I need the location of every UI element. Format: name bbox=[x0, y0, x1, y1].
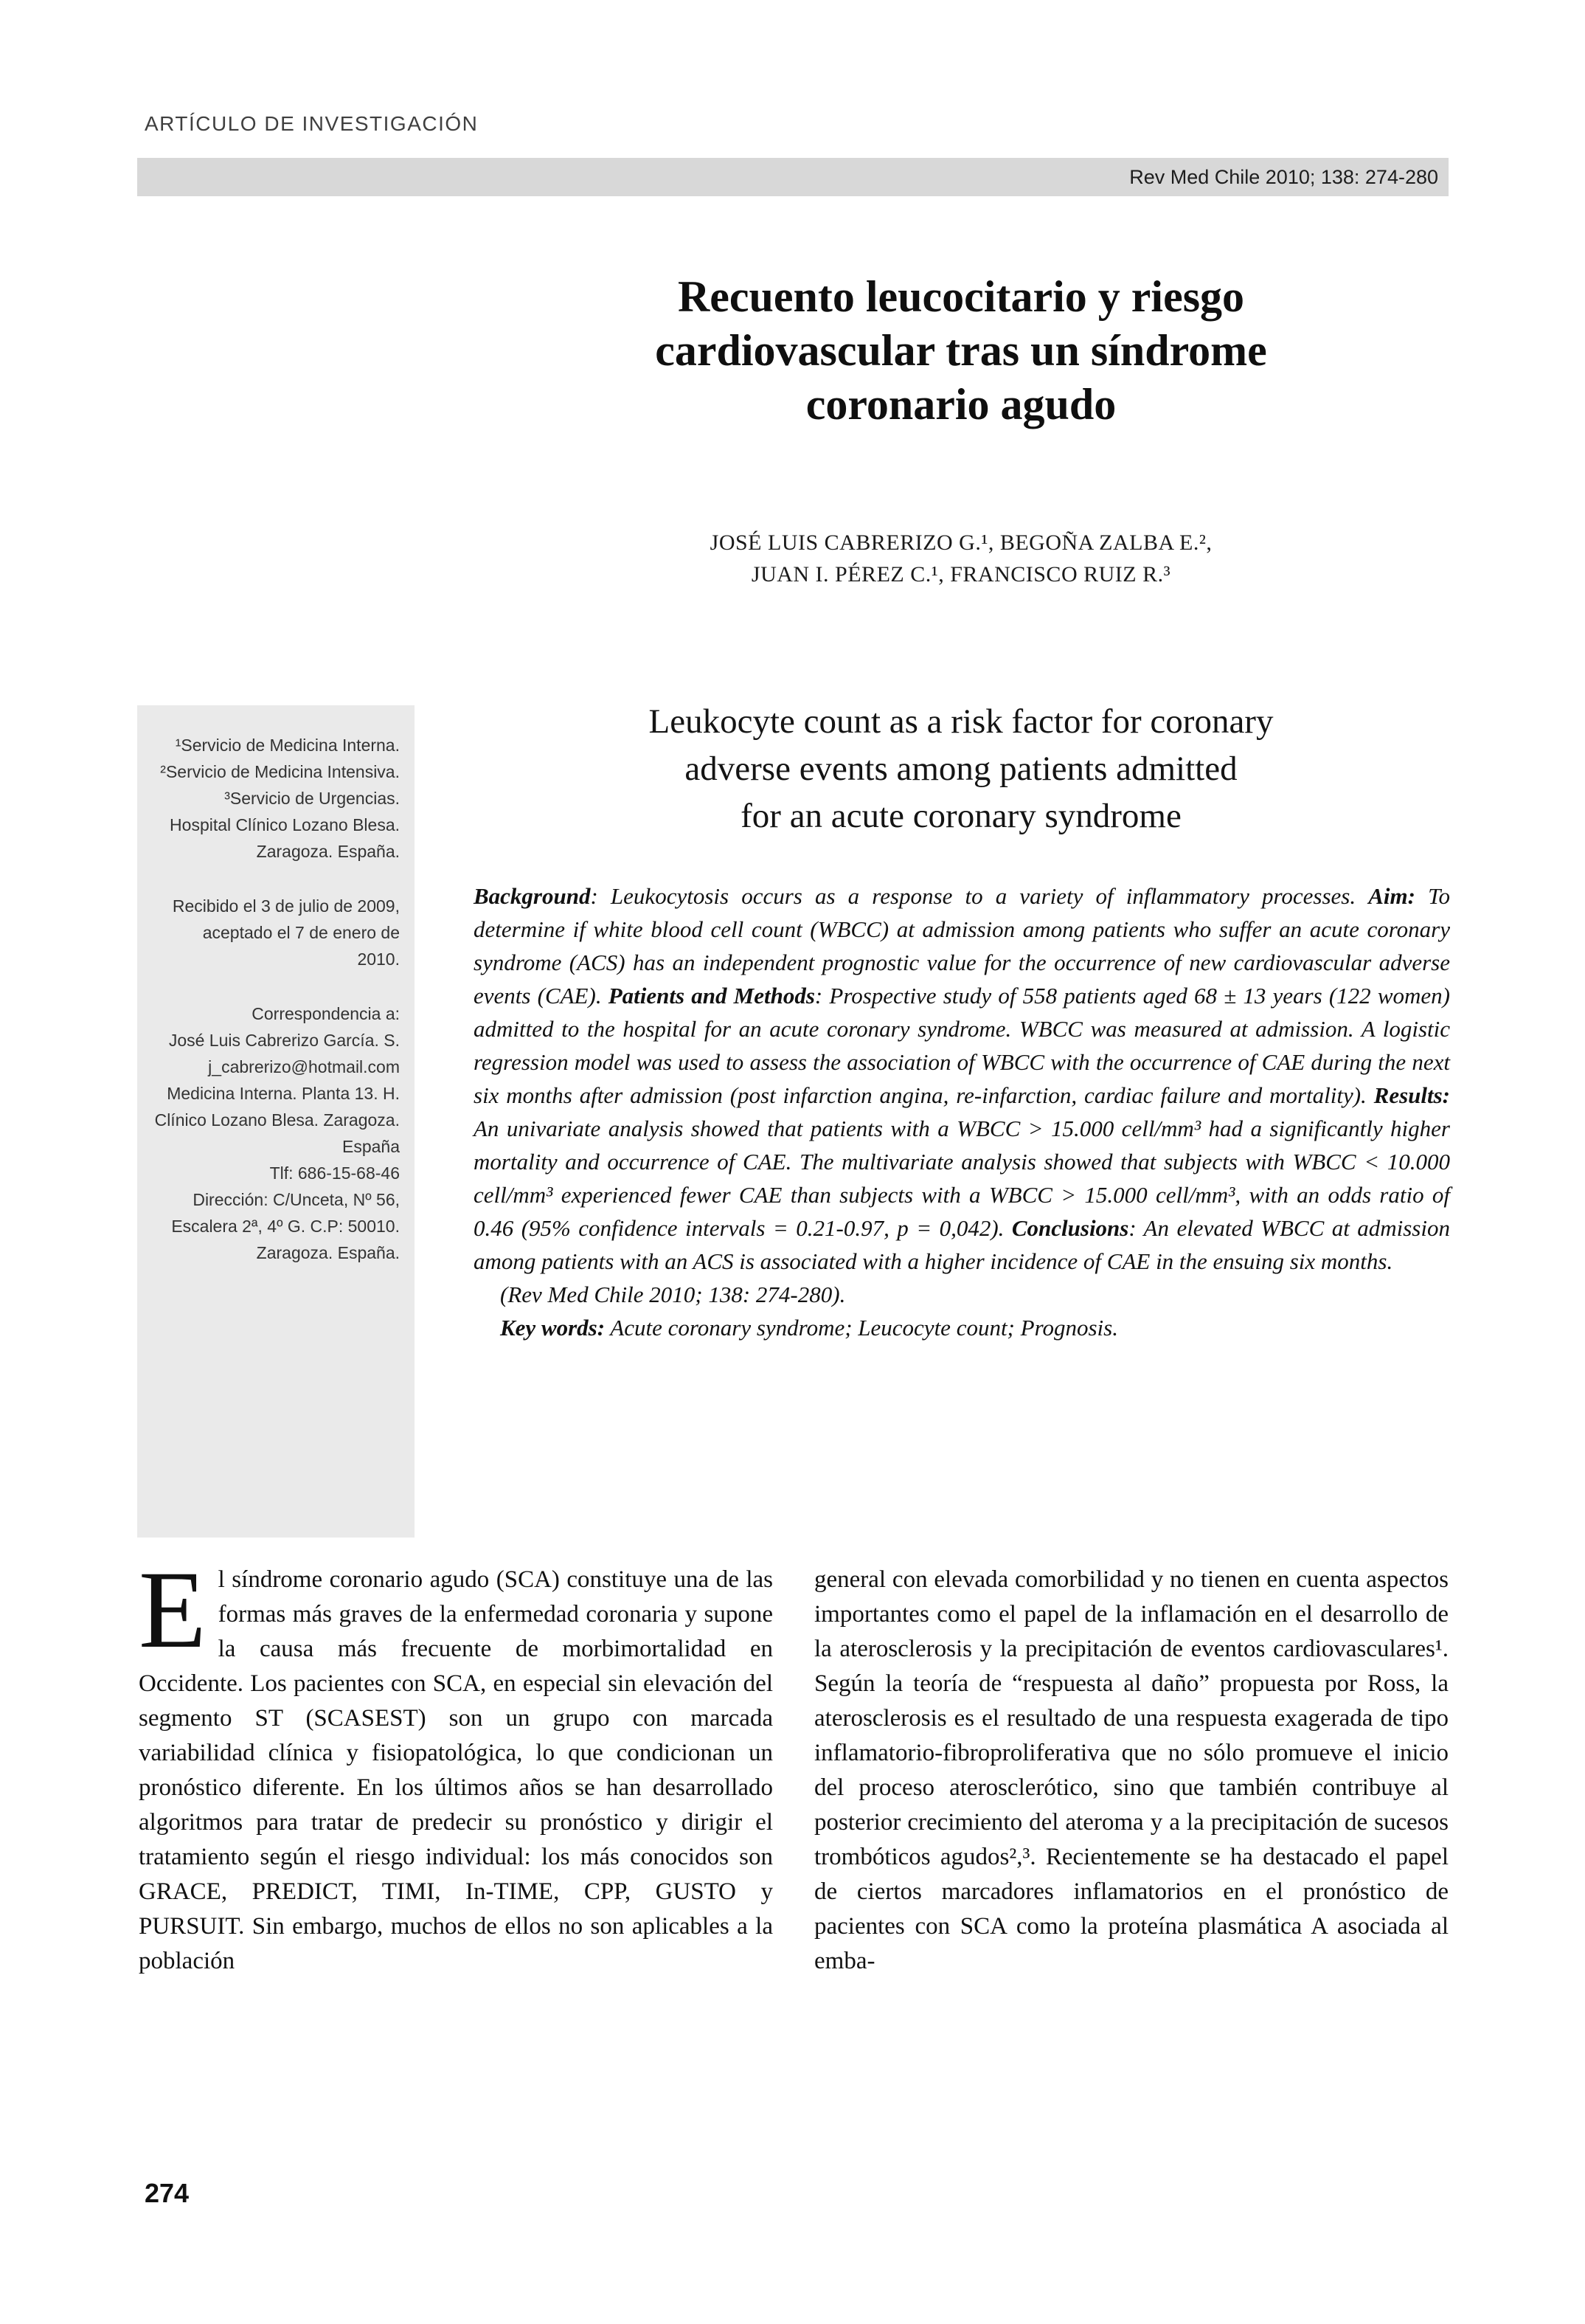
body-left-column bbox=[139, 1549, 773, 1979]
text-run: Results: bbox=[1373, 1082, 1450, 1108]
affiliation-line: Zaragoza. España. bbox=[256, 842, 400, 861]
article-title-spanish bbox=[472, 270, 1450, 432]
correspondence-line: Tlf: 686-15-68-46 bbox=[269, 1163, 400, 1183]
correspondence-line: Zaragoza. España. bbox=[256, 1243, 400, 1262]
text-run: An univariate analysis showed that patients with a WBCC > 15.000 cell/mm³ had a significantly higher mortality and occurrence of CAE. The multivariate analysis showed that subjects with WBCC < 10.000 cell/mm³ experienced fewer CAE than subjects with a WBCC > 15.000 cell/mm³, with an odds ratio of 0.46 (95% confidence intervals = 0.21-0.97, p = 0,042). bbox=[474, 1116, 1450, 1241]
correspondence-line: España bbox=[341, 1137, 400, 1156]
author-line: JUAN I. PÉREZ C.¹, FRANCISCO RUIZ R.³ bbox=[751, 562, 1171, 587]
journal-reference-bar bbox=[137, 158, 1449, 196]
margin-notes bbox=[137, 705, 415, 1538]
abstract-keywords bbox=[474, 1311, 1450, 1344]
correspondence-line: Dirección: C/Unceta, Nº 56, bbox=[193, 1190, 400, 1209]
article-title-english bbox=[472, 698, 1450, 840]
received-line: Recibido el 3 de julio de 2009, bbox=[172, 896, 400, 916]
correspondence-line: Correspondencia a: bbox=[252, 1004, 400, 1023]
english-title-line: Leukocyte count as a risk factor for coronary bbox=[648, 702, 1274, 741]
affiliation-line: Hospital Clínico Lozano Blesa. bbox=[170, 815, 400, 834]
correspondence-block bbox=[152, 1000, 400, 1266]
text-run: Aim: bbox=[1368, 883, 1415, 909]
text-run: To determine if white blood cell count (WBCC) at admission among patients who suffer an acute coronary syndrome (ACS) has an independent prognostic value for the occurrence of new cardiovascular adverse events (CAE). bbox=[474, 883, 1450, 1009]
article-body bbox=[139, 1549, 1449, 1979]
body-left-text: l síndrome coronario agudo (SCA) constituye una de las formas más graves de la enfermedad coronaria y supone la causa más frecuente de morbimortalidad en Occidente. Los pacientes con SCA, en especial sin elevación del segmento ST (SCASEST) son un grupo con marcada variabilidad clínica y fisiopatológica, lo que condicionan un pronóstico diferente. En los últimos años se han desarrollado algoritmos para tratar de predecir su pronóstico y dirigir el tratamiento según el riesgo individual: los más conocidos son GRACE, PREDICT, TIMI, In-TIME, CPP, GUSTO y PURSUIT. Sin embargo, muchos de ellos no son aplicables a la población bbox=[139, 1566, 773, 1974]
spanish-title-line: coronario agudo bbox=[805, 380, 1117, 429]
english-title-line: adverse events among patients admitted bbox=[684, 750, 1238, 788]
correspondence-line: José Luis Cabrerizo García. S. bbox=[168, 1031, 400, 1050]
abstract bbox=[474, 879, 1450, 1344]
english-title-line: for an acute coronary syndrome bbox=[741, 797, 1182, 835]
text-run: Patients and Methods bbox=[608, 983, 815, 1009]
body-right-text: general con elevada comorbilidad y no tienen en cuenta aspectos importantes como el papel de la inflamación en el desarrollo de la aterosclerosis y la precipitación de eventos cardiovasculares¹. Según la teoría de “respuesta al daño” propuesta por Ross, la aterosclerosis es el resultado de una respuesta exagerada de tipo inflamatorio-fibroproliferativa que no sólo promueve el inicio del proceso aterosclerótico, sino que también contribuye al posterior crecimiento del ateroma y a la precipitación de sucesos trombóticos agudos²,³. Recientemente se ha destacado el papel de ciertos marcadores inflamatorios en el pronóstico de pacientes con SCA como la proteína plasmática A asociada al emba- bbox=[814, 1566, 1449, 1974]
spanish-title-line: Recuento leucocitario y riesgo bbox=[677, 272, 1245, 321]
text-run: : Leukocytosis occurs as a response to a variety of inflammatory processes. bbox=[590, 883, 1369, 909]
affiliation-line: ³Servicio de Urgencias. bbox=[224, 789, 400, 808]
text-run: Acute coronary syndrome; Leucocyte count; Prognosis. bbox=[605, 1315, 1118, 1341]
affiliation-line: ¹Servicio de Medicina Interna. bbox=[175, 736, 400, 755]
received-line: aceptado el 7 de enero de bbox=[202, 923, 400, 942]
spanish-title-line: cardiovascular tras un síndrome bbox=[655, 326, 1267, 375]
correspondence-line: j_cabrerizo@hotmail.com bbox=[208, 1057, 400, 1076]
correspondence-line: Clínico Lozano Blesa. Zaragoza. bbox=[154, 1110, 400, 1130]
body-right-column bbox=[814, 1563, 1449, 1979]
page-number: 274 bbox=[145, 2178, 190, 2208]
correspondence-line: Medicina Interna. Planta 13. H. bbox=[167, 1084, 400, 1103]
author-line: JOSÉ LUIS CABRERIZO G.¹, BEGOÑA ZALBA E.², bbox=[710, 530, 1213, 555]
text-run: Conclusions bbox=[1011, 1215, 1129, 1241]
text-run: : Prospective study of 558 patients aged 68 ± 13 years (122 women) admitted to the hospital for an acute coronary syndrome. WBCC was measured at admission. A logistic regression model was used to assess the association of WBCC with the occurrence of CAE during the next six months after admission (post infarction angina, re-infarction, cardiac failure and mortality). bbox=[474, 983, 1450, 1108]
affiliations-block bbox=[152, 732, 400, 865]
affiliation-line: ²Servicio de Medicina Intensiva. bbox=[160, 762, 400, 781]
journal-reference: Rev Med Chile 2010; 138: 274-280 bbox=[1129, 165, 1438, 188]
section-label: ARTÍCULO DE INVESTIGACIÓN bbox=[145, 112, 479, 135]
authors bbox=[472, 527, 1450, 590]
received-line: 2010. bbox=[357, 950, 400, 969]
correspondence-line: Escalera 2ª, 4º G. C.P: 50010. bbox=[171, 1217, 400, 1236]
text-run: Key words: bbox=[500, 1315, 606, 1341]
drop-cap: E bbox=[139, 1549, 207, 1671]
abstract-citation: (Rev Med Chile 2010; 138: 274-280). bbox=[500, 1282, 846, 1307]
text-run: Background bbox=[474, 883, 591, 909]
abstract-paragraph bbox=[474, 879, 1450, 1278]
received-dates-block bbox=[152, 893, 400, 972]
text-run: : An elevated WBCC at admission among patients with an ACS is associated with a higher incidence of CAE in the ensuing six months. bbox=[474, 1215, 1450, 1274]
